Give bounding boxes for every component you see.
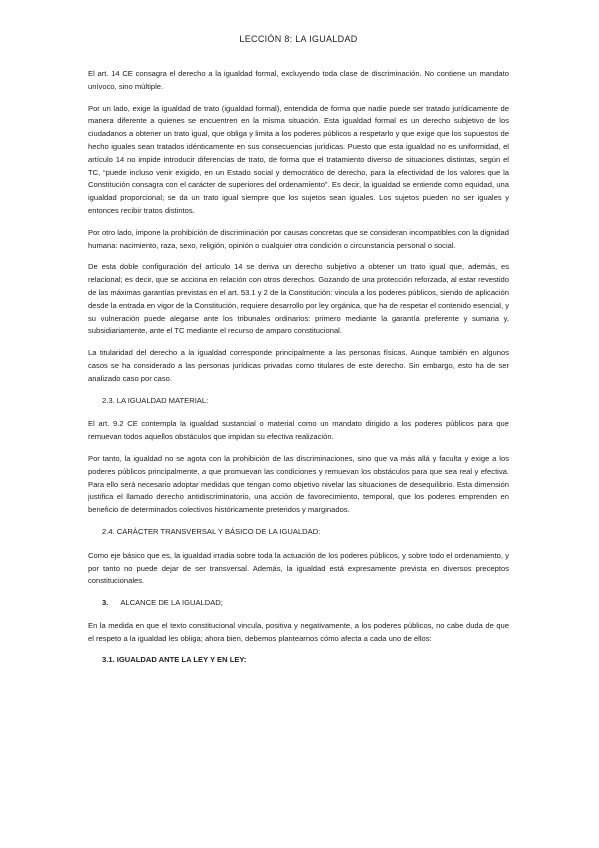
paragraph: La titularidad del derecho a la igualdad corresponde principalmente a las personas físicas. Aunque también en algunos casos se ha considerado a las personas jurídicas privadas como titulares de este derecho. Sin embargo, esto ha de ser analizado caso por caso. (88, 348, 509, 383)
paragraph: El art. 14 CE consagra el derecho a la igualdad formal, excluyendo toda clase de discriminación. No contiene un mandato unívoco, sino múltiple. (88, 69, 509, 91)
section-heading-3 (102, 597, 509, 610)
section-number: 3. (102, 598, 109, 608)
paragraph: El art. 9.2 CE contempla la igualdad sustancial o material como un mandato dirigido a los poderes públicos para que remuevan todos aquellos obstáculos que impidan su efectiva realización. (88, 419, 509, 442)
paragraph: Por tanto, la igualdad no se agota con la prohibición de las discriminaciones, sino que va más allá y faculta y exige a los poderes públicos principalmente, a que promuevan las condiciones y remuevan los obstáculos para que sea real y efectiva. Para ello será necesario adoptar medidas que tengan como objetivo nivelar las situaciones de desequilibrio. Esta dimensión justifica el llamado derecho antidiscriminatorio, una acción de favorecimiento, temporal, que los poderes emprenden en beneficio de determinados colectivos históricamente preteridos y marginados. (88, 453, 509, 515)
paragraph: Por otro lado, impone la prohibición de discriminación por causas concretas que se consideran incompatibles con la dignidad humana: nacimiento, raza, sexo, religión, opinión o cualquier otra condición o circunstancia personal o social. (88, 227, 509, 250)
section-heading-3-1: 3.1. IGUALDAD ANTE LA LEY Y EN LEY: (102, 655, 247, 665)
paragraph: Por un lado, exige la igualdad de trato (igualdad formal), entendida de forma que nadie puede ser tratado jurídicamente de manera diferente a quienes se encuentren en la misma situación. Esta igualdad formal es un derecho subjetivo de los ciudadanos a obtener un trato igual, que obliga y limita a los poderes públicos a respetarlo y que exige que los supuestos de hecho iguales sean tratados idénticamente en sus consecuencias jurídicas. Puesto que esta igualdad no es uniformidad, el artículo 14 no impide introducir diferencias de trato, de forma que el tratamiento diverso de situaciones distintas, según el TC, “puede incluso venir exigido, en un Estado social y democrático de derecho, para la efectividad de los valores que la Constitución consagra con el carácter de superiores del ordenamiento”. Es decir, la igualdad se entiende como equidad, una igualdad proporcional; se da un trato igual siempre que los sujetos sean iguales. Los sujetos pueden no ser iguales y entonces recibir tratos distintos. (88, 103, 509, 215)
paragraph: De esta doble configuración del artículo 14 se deriva un derecho subjetivo a obtener un trato igual que, además, es relacional; es decir, que se acciona en relación con otros derechos. Gozando de una protección reforzada, al estar revestido de las máximas garantías previstas en el art. 53.1 y 2 de la Constitución: vincula a los poderes públicos, siendo de aplicación desde la entrada en vigor de la Constitución, requiere desarrollo por ley orgánica, que ha de respetar el contenido esencial, y su vulneración puede alegarse ante los tribunales ordinarios: primero mediante la garantía preferente y sumaria y, subsidiariamente, ante el TC mediante el recurso de amparo constitucional. (88, 262, 509, 336)
paragraph: En la medida en que el texto constitucional vincula, positiva y negativamente, a los poderes públicos, no cabe duda de que el respeto a la igualdad les obliga; ahora bien, debemos plantearnos cómo afecta a cada uno de ellos: (88, 620, 509, 643)
section-heading-2-3: 2.3. LA IGUALDAD MATERIAL: (102, 395, 209, 405)
section-title: ALCANCE DE LA IGUALDAD; (120, 598, 223, 608)
page-title: LECCIÓN 8: LA IGUALDAD (239, 34, 358, 44)
paragraph: Como eje básico que es, la igualdad irradia sobre toda la actuación de los poderes públicos, y sobre todo el ordenamiento, y por tanto no puede dejar de ser transversal. Además, la igualdad está expresamente prevista en diversos preceptos constitucionales. (88, 550, 509, 586)
section-heading-2-4: 2.4. CARÁCTER TRANSVERSAL Y BÁSICO DE LA IGUALDAD: (102, 526, 321, 536)
